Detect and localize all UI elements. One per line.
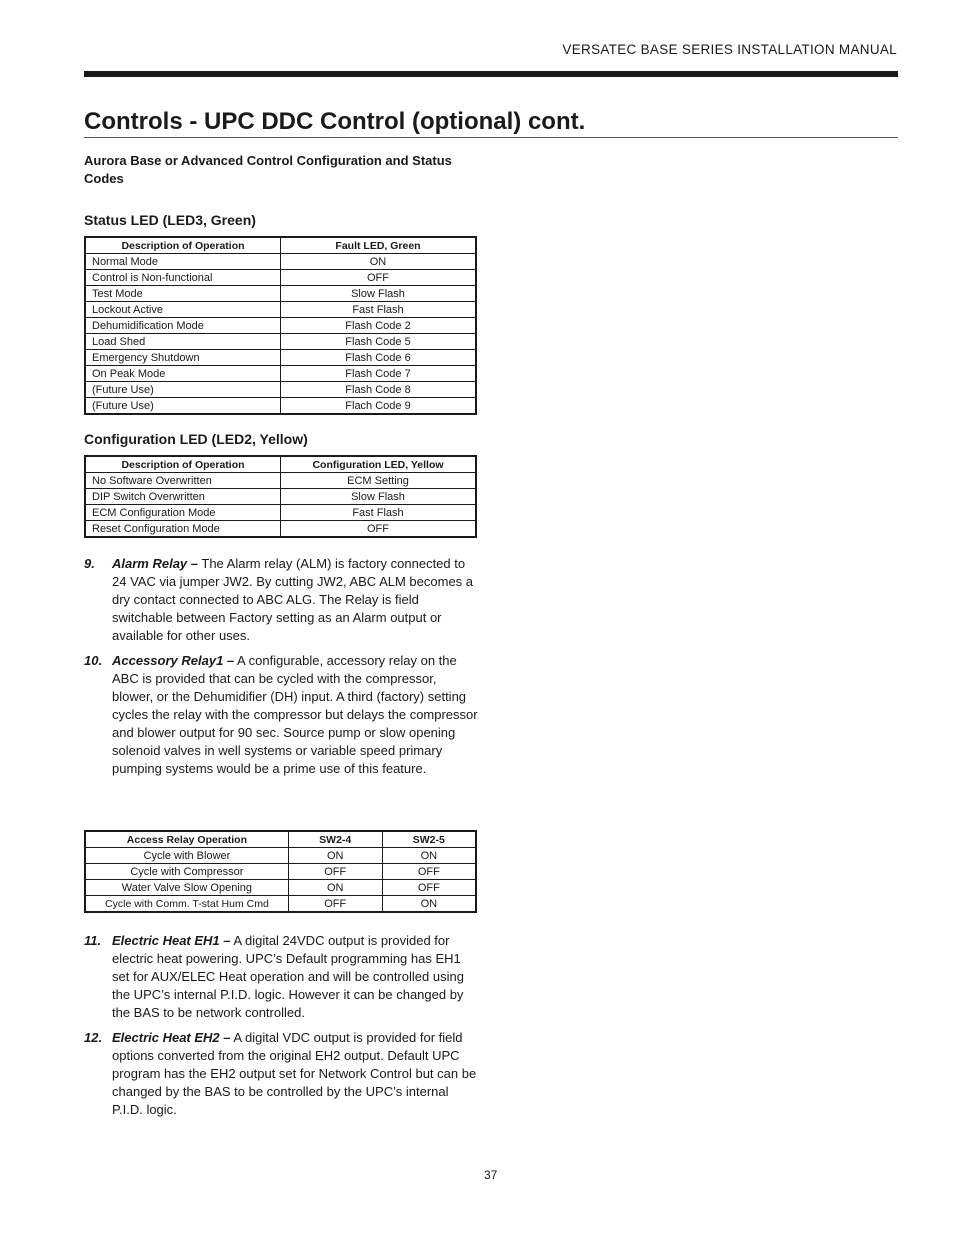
table-cell: Fast Flash [281, 505, 477, 521]
table-row [85, 334, 476, 350]
table-row [85, 880, 476, 896]
relay-table [84, 830, 477, 913]
table-cell: Reset Configuration Mode [85, 521, 281, 538]
item-term: Accessory Relay1 – [112, 653, 235, 668]
table-cell: (Future Use) [85, 382, 281, 398]
table-cell: On Peak Mode [85, 366, 281, 382]
table-cell: DIP Switch Overwritten [85, 489, 281, 505]
table-row [85, 366, 476, 382]
manual-header: VERSATEC BASE SERIES INSTALLATION MANUAL [562, 42, 897, 57]
list-item [84, 555, 479, 645]
item-term: Alarm Relay – [112, 556, 198, 571]
table-cell: Load Shed [85, 334, 281, 350]
table-cell: ON [382, 896, 476, 913]
item-number: 10. [84, 653, 103, 668]
column-header: SW2-5 [382, 831, 476, 848]
table-row [85, 896, 476, 913]
table-row [85, 318, 476, 334]
table-cell: ECM Setting [281, 473, 477, 489]
status-led-table [84, 236, 477, 415]
table-row [85, 382, 476, 398]
column-header: Description of Operation [85, 237, 281, 254]
item-number: 12. [84, 1030, 103, 1045]
table-cell: ON [281, 254, 477, 270]
numbered-list-a [84, 555, 479, 785]
table-row [85, 286, 476, 302]
table-cell: OFF [281, 270, 477, 286]
item-number: 11. [84, 933, 102, 948]
item-term: Electric Heat EH1 – [112, 933, 231, 948]
table-cell: Slow Flash [281, 489, 477, 505]
list-item [84, 932, 479, 1022]
status-led-heading: Status LED (LED3, Green) [84, 212, 256, 228]
table-cell: Lockout Active [85, 302, 281, 318]
table-row [85, 848, 476, 864]
table-cell: Flash Code 7 [281, 366, 477, 382]
table-cell: ON [288, 880, 382, 896]
column-header: SW2-4 [288, 831, 382, 848]
header-rule [84, 71, 898, 77]
table-row [85, 270, 476, 286]
table-cell: Flash Code 5 [281, 334, 477, 350]
page-title: Controls - UPC DDC Control (optional) cont. [84, 108, 898, 138]
table-row [85, 302, 476, 318]
table-row [85, 350, 476, 366]
column-header: Configuration LED, Yellow [281, 456, 477, 473]
section-subtitle: Aurora Base or Advanced Control Configuration and Status Codes [84, 153, 452, 186]
numbered-list-b [84, 932, 479, 1126]
table-cell: ON [288, 848, 382, 864]
column-header: Description of Operation [85, 456, 281, 473]
table-cell: Slow Flash [281, 286, 477, 302]
list-item [84, 652, 479, 778]
table-cell: Flash Code 8 [281, 382, 477, 398]
page-number: 37 [484, 1168, 498, 1182]
column-header: Access Relay Operation [85, 831, 288, 848]
table-row [85, 254, 476, 270]
table-cell: Test Mode [85, 286, 281, 302]
table-cell: OFF [281, 521, 477, 538]
table-cell: Control is Non-functional [85, 270, 281, 286]
table-cell: Flash Code 2 [281, 318, 477, 334]
item-text: A digital 24VDC output is provided for electric heat powering. UPC’s Default programming has EH1 set for AUX/ELEC Heat operation and will be controlled using the UPC’s internal P.I.D. logic. However it can be changed by the BAS to be network controlled. [112, 933, 464, 1020]
config-led-heading: Configuration LED (LED2, Yellow) [84, 431, 308, 447]
item-number: 9. [84, 556, 95, 571]
table-cell: OFF [288, 896, 382, 913]
list-item [84, 1029, 479, 1119]
table-row [85, 521, 476, 538]
table-cell: Cycle with Blower [85, 848, 288, 864]
table-cell: Water Valve Slow Opening [85, 880, 288, 896]
column-header: Fault LED, Green [281, 237, 477, 254]
table-cell: OFF [382, 880, 476, 896]
table-row [85, 864, 476, 880]
table-cell: Cycle with Compressor [85, 864, 288, 880]
item-text: A configurable, accessory relay on the ABC is provided that can be cycled with the compressor, blower, or the Dehumidifier (DH) input. A third (factory) setting cycles the relay with the compressor but delays the compressor and blower output for 90 sec. Source pump or slow opening solenoid valves in well systems or variable speed primary pumping systems would be a prime use of this feature. [112, 653, 478, 776]
table-cell: Flash Code 6 [281, 350, 477, 366]
table-cell: OFF [288, 864, 382, 880]
item-text: A digital VDC output is provided for field options converted from the original EH2 output. Default UPC program has the EH2 output set for Network Control but can be changed by the BAS to be controlled by the UPC’s internal P.I.D. logic. [112, 1030, 477, 1117]
table-cell: Emergency Shutdown [85, 350, 281, 366]
config-led-table [84, 455, 477, 538]
table-row [85, 398, 476, 415]
item-text: The Alarm relay (ALM) is factory connected to 24 VAC via jumper JW2. By cutting JW2, ABC ALM becomes a dry contact connected to ABC ALG. The Relay is field switchable between Factory setting as an Alarm output or available for other uses. [112, 556, 474, 643]
item-term: Electric Heat EH2 – [112, 1030, 231, 1045]
table-cell: ECM Configuration Mode [85, 505, 281, 521]
table-cell: Cycle with Comm. T-stat Hum Cmd [85, 896, 288, 913]
table-cell: Normal Mode [85, 254, 281, 270]
table-cell: Fast Flash [281, 302, 477, 318]
table-cell: ON [382, 848, 476, 864]
table-row [85, 473, 476, 489]
table-cell: OFF [382, 864, 476, 880]
table-cell: (Future Use) [85, 398, 281, 415]
table-row [85, 489, 476, 505]
table-cell: Dehumidification Mode [85, 318, 281, 334]
table-cell: No Software Overwritten [85, 473, 281, 489]
table-row [85, 505, 476, 521]
table-cell: Flach Code 9 [281, 398, 477, 415]
